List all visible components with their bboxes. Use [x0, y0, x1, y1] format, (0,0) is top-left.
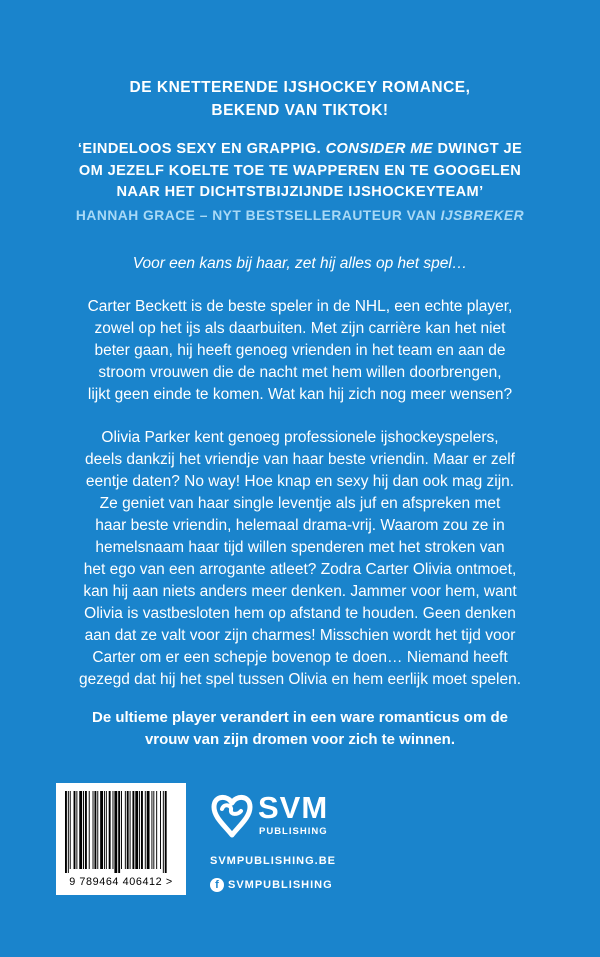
blurb-paragraph-1 [58, 296, 542, 406]
barcode-bars [63, 791, 179, 873]
blurb-line: haar beste vriendin, helemaal drama-vrij. Waarom zou ze in [95, 517, 505, 534]
barcode-bar [76, 791, 77, 869]
blurb-line: kan hij aan niets anders meer denken. Jammer voor hem, want [83, 583, 517, 600]
barcode-bar [165, 791, 167, 873]
blurb-line: deels dankzij het vriendje van haar beste vriendin. Maar er zelf [85, 451, 515, 468]
blurb-line: eentje daten? No way! Hoe knap en sexy hij dan ook mag zijn. [85, 473, 515, 490]
blurb-line: Carter Beckett is de beste speler in de NHL, een echte player, [87, 298, 513, 315]
quote-line [30, 139, 570, 161]
barcode-bar [160, 791, 161, 869]
barcode-bar [163, 791, 164, 873]
isbn-number: 9 789464 406412 > [69, 876, 173, 888]
barcode-bar [94, 791, 96, 869]
barcode-bar [125, 791, 126, 869]
barcode-bar [121, 791, 122, 869]
publisher-logo [210, 790, 340, 839]
blurb-line: stroom vrouwen die de nacht met hem willen doorbrengen, [98, 364, 502, 381]
blurb-line: beter gaan, hij heeft genoeg vrienden in het team en aan de [94, 342, 506, 359]
barcode-bar [100, 791, 103, 869]
social-handle: SVMPUBLISHING [228, 879, 333, 891]
quote-attribution [20, 206, 580, 226]
barcode-bar [70, 791, 71, 869]
barcode-bar [132, 791, 134, 869]
barcode-bar [147, 791, 150, 869]
barcode-bar [68, 791, 69, 873]
barcode-bar [135, 791, 138, 869]
quote-text: ‘EINDELOOS SEXY EN GRAPPIG. [77, 141, 326, 157]
svm-heart-icon [210, 793, 254, 839]
facebook-icon: f [210, 878, 224, 892]
barcode-bar [118, 791, 120, 873]
quote-line: NAAR HET DICHTSTBIJZIJNDE IJSHOCKEYTEAM’ [116, 184, 484, 200]
blurb-line: aan dat ze valt voor zijn charmes! Misschien wordt het tijd voor [84, 627, 516, 644]
barcode-bar [114, 791, 117, 873]
barcode-bar [151, 791, 152, 869]
attribution-book: IJSBREKER [440, 208, 525, 223]
barcode-bar [79, 791, 82, 869]
barcode-bar [113, 791, 114, 869]
tagline [40, 76, 560, 122]
blurb-line: hemelsnaam haar tijd willen spenderen met het stroken van [95, 539, 505, 556]
intro-line: Voor een kans bij haar, zet hij alles op het spel… [132, 255, 468, 272]
quoted-book-title: CONSIDER ME [325, 141, 433, 157]
blurb-line: Ze geniet van haar single leventje als juf en afspreken met [99, 495, 501, 512]
barcode-bar [139, 791, 140, 869]
barcode-bar [74, 791, 76, 869]
publisher-website[interactable]: SVMPUBLISHING.BE [210, 855, 337, 867]
barcode-bar [130, 791, 131, 869]
barcode-bar [89, 791, 90, 869]
barcode [56, 783, 186, 895]
blurb-line: gezegd dat hij het spel tussen Olivia en hem eerlijk moet spelen. [79, 671, 521, 688]
blurb-line: zowel op het ijs als daarbuiten. Met zijn carrière kan het niet [94, 320, 506, 337]
quote-line: OM JEZELF KOELTE TOE TE WAPPEREN EN TE GOOGELEN [78, 162, 522, 179]
tagline-line: DE KNETTERENDE IJSHOCKEY ROMANCE, [129, 79, 471, 96]
closing-line: De ultieme player verandert in een ware romanticus om de [92, 709, 508, 726]
blurb-line: het ego van een arrogante atleet? Zodra Carter Olivia ontmoet, [83, 561, 517, 578]
barcode-bar [85, 791, 87, 869]
barcode-bar [141, 791, 143, 869]
quote-text: DWINGT JE [432, 141, 523, 157]
barcode-bar [65, 791, 67, 873]
barcode-bar [153, 791, 154, 869]
barcode-bar [104, 791, 105, 869]
closing-statement [40, 707, 560, 751]
closing-line: vrouw van zijn dromen voor zich te winnen. [144, 731, 456, 748]
tagline-line: BEKEND VAN TIKTOK! [211, 102, 389, 119]
blurb-line: lijkt geen einde te komen. Wat kan hij zich nog meer wensen? [87, 386, 513, 403]
review-quote [30, 139, 570, 204]
barcode-bar [83, 791, 84, 869]
barcode-bar [97, 791, 98, 869]
barcode-bar [156, 791, 157, 869]
barcode-bar [106, 791, 107, 869]
barcode-bar [145, 791, 146, 869]
barcode-bar [109, 791, 111, 869]
blurb-line: Olivia is vastbesloten hem op afstand te houden. Geen denken [84, 605, 516, 622]
barcode-bar [93, 791, 94, 869]
publisher-name: SVM [258, 790, 329, 825]
attribution-text: HANNAH GRACE – NYT BESTSELLERAUTEUR VAN [75, 208, 441, 223]
social-link[interactable] [210, 877, 333, 893]
blurb-paragraph-2 [58, 427, 542, 691]
publisher-subtitle: PUBLISHING [259, 826, 328, 837]
blurb-line: Carter om er een schepje bovenop te doen… Niemand heeft [92, 649, 508, 666]
blurb-line: Olivia Parker kent genoeg professionele ijshockeyspelers, [101, 429, 499, 446]
barcode-bar [127, 791, 129, 869]
